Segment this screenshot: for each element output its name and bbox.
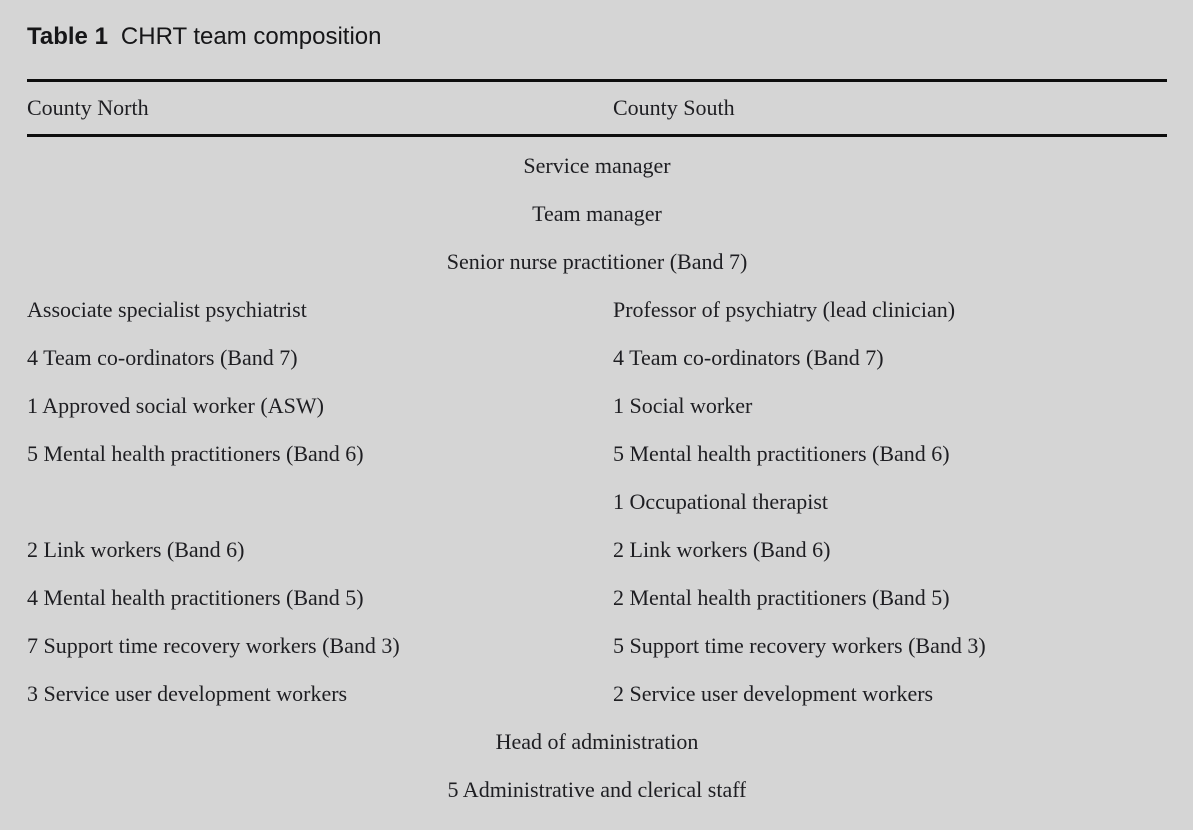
table-row-support-time-recovery xyxy=(27,622,1167,670)
spanning-cell: Senior nurse practitioner (Band 7) xyxy=(446,249,748,274)
county-north-cell: 7 Support time recovery workers (Band 3) xyxy=(27,633,400,658)
county-south-cell: 1 Occupational therapist xyxy=(613,489,829,514)
table-header-row xyxy=(27,82,1167,134)
table-row-occupational-therapist xyxy=(27,478,1167,526)
county-south-cell: 4 Team co-ordinators (Band 7) xyxy=(613,345,884,370)
spanning-cell: Team manager xyxy=(532,201,662,226)
table-row-team-manager xyxy=(27,190,1167,238)
spanning-cell: Head of administration xyxy=(495,729,699,754)
county-south-cell: Professor of psychiatry (lead clinician) xyxy=(613,297,956,322)
table-row-service-user-development xyxy=(27,670,1167,718)
table-row-psychiatrist xyxy=(27,286,1167,334)
table-row-link-workers xyxy=(27,526,1167,574)
spanning-cell: 5 Administrative and clerical staff xyxy=(447,777,747,802)
table-caption: CHRT team composition xyxy=(120,23,382,50)
county-south-cell: 2 Mental health practitioners (Band 5) xyxy=(613,585,950,610)
county-south-cell: 1 Social worker xyxy=(613,393,753,418)
table-row-service-manager xyxy=(27,142,1167,190)
table-row-senior-nurse-practitioner xyxy=(27,238,1167,286)
county-north-cell: 5 Mental health practitioners (Band 6) xyxy=(27,441,364,466)
county-south-cell: 5 Mental health practitioners (Band 6) xyxy=(613,441,950,466)
county-north-cell: 4 Team co-ordinators (Band 7) xyxy=(27,345,298,370)
county-north-cell: 3 Service user development workers xyxy=(27,681,348,706)
column-header-county-north: County North xyxy=(27,95,149,120)
table-row-head-of-administration xyxy=(27,718,1167,766)
county-south-cell: 2 Service user development workers xyxy=(613,681,934,706)
table-row-team-coordinators xyxy=(27,334,1167,382)
table-row-administrative-staff xyxy=(27,766,1167,814)
table-body xyxy=(27,137,1167,814)
table-row-mental-health-band6 xyxy=(27,430,1167,478)
county-south-cell: 5 Support time recovery workers (Band 3) xyxy=(613,633,986,658)
county-north-cell: 1 Approved social worker (ASW) xyxy=(27,393,324,418)
column-header-county-south: County South xyxy=(613,95,735,120)
table-row-mental-health-band5 xyxy=(27,574,1167,622)
county-north-cell: Associate specialist psychiatrist xyxy=(27,297,307,322)
spanning-cell: Service manager xyxy=(523,153,671,178)
county-north-cell: 2 Link workers (Band 6) xyxy=(27,537,245,562)
table-number-label: Table 1 xyxy=(27,23,108,50)
table-row-social-worker xyxy=(27,382,1167,430)
table-title xyxy=(27,0,1167,79)
county-south-cell: 2 Link workers (Band 6) xyxy=(613,537,831,562)
county-north-cell: 4 Mental health practitioners (Band 5) xyxy=(27,585,364,610)
